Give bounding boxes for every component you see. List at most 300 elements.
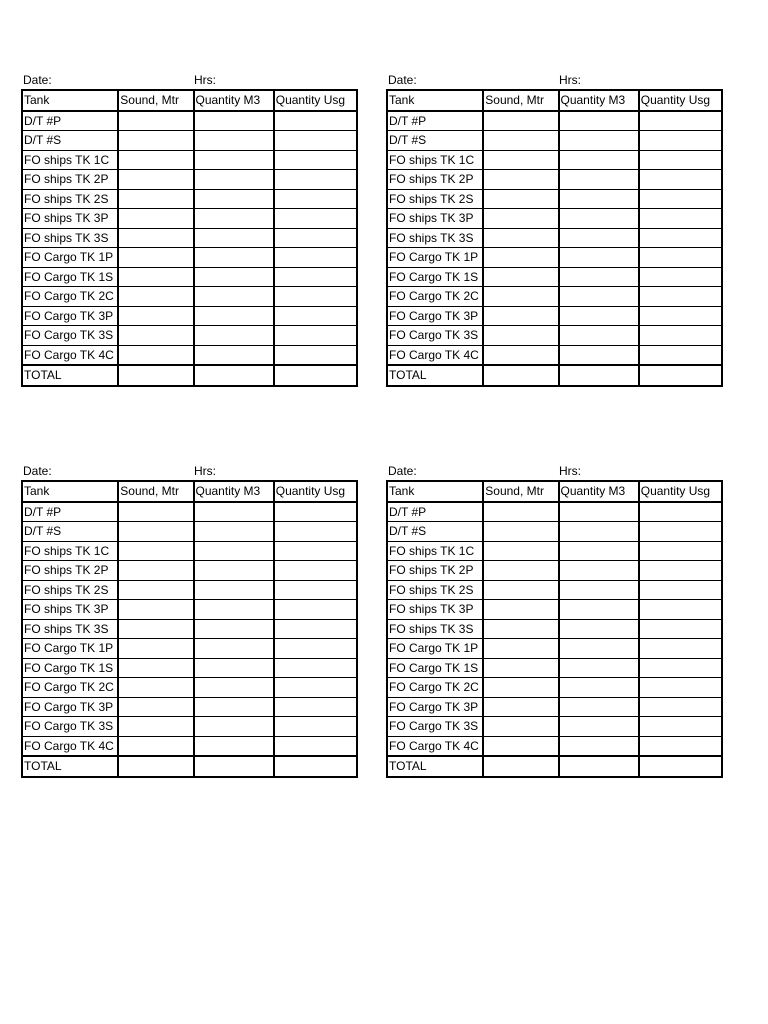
sounding-cell[interactable] <box>118 111 193 131</box>
quantity-usg-cell[interactable] <box>274 267 357 287</box>
table-row <box>387 561 722 581</box>
table-row <box>387 267 722 287</box>
quantity-usg-cell[interactable] <box>639 326 722 346</box>
total-sounding-cell[interactable] <box>118 365 193 386</box>
quantity-m3-cell[interactable] <box>194 345 274 365</box>
sounding-cell[interactable] <box>118 228 193 248</box>
sounding-cell[interactable] <box>483 267 558 287</box>
table-row <box>22 111 357 131</box>
quantity-m3-cell[interactable] <box>194 248 274 268</box>
quantity-m3-cell[interactable] <box>559 678 639 698</box>
quantity-m3-cell[interactable] <box>559 306 639 326</box>
tank-name-cell: FO ships TK 3P <box>22 209 118 229</box>
quantity-usg-cell[interactable] <box>639 287 722 307</box>
total-usg-cell[interactable] <box>639 365 722 386</box>
quantity-m3-cell[interactable] <box>194 678 274 698</box>
quantity-m3-cell[interactable] <box>559 111 639 131</box>
sounding-cell[interactable] <box>118 561 193 581</box>
quantity-usg-cell[interactable] <box>639 170 722 190</box>
table-row <box>22 717 357 737</box>
quantity-m3-cell[interactable] <box>194 600 274 620</box>
sounding-cell[interactable] <box>118 678 193 698</box>
sounding-cell[interactable] <box>118 131 193 151</box>
total-m3-cell[interactable] <box>194 365 274 386</box>
quantity-usg-cell[interactable] <box>274 150 357 170</box>
table-row <box>22 639 357 659</box>
quantity-usg-cell[interactable] <box>274 189 357 209</box>
quantity-m3-cell[interactable] <box>559 267 639 287</box>
sounding-cell[interactable] <box>483 287 558 307</box>
quantity-m3-cell[interactable] <box>559 345 639 365</box>
table-row <box>22 267 357 287</box>
tank-name-cell: FO ships TK 3S <box>387 619 483 639</box>
sounding-cell[interactable] <box>118 170 193 190</box>
sounding-cell[interactable] <box>118 522 193 542</box>
total-label-cell: TOTAL <box>387 756 483 777</box>
quantity-usg-cell[interactable] <box>274 541 357 561</box>
table-row <box>387 619 722 639</box>
quantity-usg-cell[interactable] <box>639 600 722 620</box>
column-header: Quantity Usg <box>274 481 357 502</box>
quantity-m3-cell[interactable] <box>559 522 639 542</box>
date-label: Date: <box>388 73 417 87</box>
sounding-cell[interactable] <box>483 228 558 248</box>
table-header-row <box>22 90 357 111</box>
tank-name-cell: FO ships TK 1C <box>387 541 483 561</box>
quantity-usg-cell[interactable] <box>639 541 722 561</box>
table-row <box>22 697 357 717</box>
quantity-m3-cell[interactable] <box>559 717 639 737</box>
quantity-m3-cell[interactable] <box>559 580 639 600</box>
quantity-usg-cell[interactable] <box>274 600 357 620</box>
quantity-m3-cell[interactable] <box>559 541 639 561</box>
table-row <box>387 111 722 131</box>
sounding-cell[interactable] <box>118 717 193 737</box>
table-row <box>22 619 357 639</box>
hours-label: Hrs: <box>559 73 581 87</box>
sounding-cell[interactable] <box>483 209 558 229</box>
quantity-m3-cell[interactable] <box>194 170 274 190</box>
date-label: Date: <box>388 464 417 478</box>
sounding-cell[interactable] <box>118 150 193 170</box>
column-header: Sound, Mtr <box>118 481 193 502</box>
total-row <box>22 365 357 386</box>
sounding-cell[interactable] <box>118 697 193 717</box>
quantity-usg-cell[interactable] <box>274 287 357 307</box>
quantity-usg-cell[interactable] <box>639 248 722 268</box>
table-row <box>387 522 722 542</box>
column-header: Quantity M3 <box>194 90 274 111</box>
total-label-cell: TOTAL <box>22 365 118 386</box>
sounding-cell[interactable] <box>118 736 193 756</box>
tank-sounding-sheet <box>386 71 723 387</box>
table-row <box>387 345 722 365</box>
sheet-header <box>386 71 723 89</box>
table-header-row <box>387 481 722 502</box>
quantity-m3-cell[interactable] <box>194 619 274 639</box>
sounding-cell[interactable] <box>118 580 193 600</box>
quantity-m3-cell[interactable] <box>559 326 639 346</box>
quantity-usg-cell[interactable] <box>639 697 722 717</box>
tank-sounding-sheet <box>21 71 358 387</box>
sounding-cell[interactable] <box>483 522 558 542</box>
quantity-m3-cell[interactable] <box>194 639 274 659</box>
tank-name-cell: FO Cargo TK 3P <box>387 306 483 326</box>
total-row <box>387 365 722 386</box>
tank-name-cell: D/T #S <box>387 131 483 151</box>
tank-name-cell: FO Cargo TK 1P <box>22 248 118 268</box>
quantity-usg-cell[interactable] <box>274 209 357 229</box>
table-row <box>22 306 357 326</box>
sounding-cell[interactable] <box>118 541 193 561</box>
total-m3-cell[interactable] <box>559 365 639 386</box>
total-usg-cell[interactable] <box>639 756 722 777</box>
sounding-cell[interactable] <box>483 619 558 639</box>
quantity-usg-cell[interactable] <box>639 639 722 659</box>
table-row <box>22 189 357 209</box>
quantity-m3-cell[interactable] <box>194 111 274 131</box>
table-row <box>387 541 722 561</box>
table-row <box>387 658 722 678</box>
table-row <box>387 326 722 346</box>
quantity-m3-cell[interactable] <box>559 131 639 151</box>
table-row <box>387 150 722 170</box>
column-header: Sound, Mtr <box>118 90 193 111</box>
quantity-m3-cell[interactable] <box>194 189 274 209</box>
total-row <box>387 756 722 777</box>
column-header: Tank <box>387 481 483 502</box>
quantity-m3-cell[interactable] <box>559 502 639 522</box>
column-header: Tank <box>387 90 483 111</box>
table-row <box>387 287 722 307</box>
quantity-m3-cell[interactable] <box>194 287 274 307</box>
table-row <box>387 580 722 600</box>
sounding-cell[interactable] <box>483 111 558 131</box>
sounding-cell[interactable] <box>483 736 558 756</box>
table-row <box>22 228 357 248</box>
quantity-m3-cell[interactable] <box>194 541 274 561</box>
tank-name-cell: FO Cargo TK 2C <box>22 287 118 307</box>
column-header: Quantity M3 <box>559 481 639 502</box>
sounding-cell[interactable] <box>118 658 193 678</box>
sounding-cell[interactable] <box>483 189 558 209</box>
quantity-m3-cell[interactable] <box>194 326 274 346</box>
tank-name-cell: FO Cargo TK 3S <box>22 326 118 346</box>
quantity-usg-cell[interactable] <box>274 326 357 346</box>
tank-name-cell: FO Cargo TK 1S <box>22 267 118 287</box>
quantity-m3-cell[interactable] <box>559 619 639 639</box>
table-row <box>387 639 722 659</box>
sounding-cell[interactable] <box>483 170 558 190</box>
sounding-cell[interactable] <box>483 345 558 365</box>
tank-name-cell: FO Cargo TK 3S <box>387 326 483 346</box>
tank-name-cell: FO Cargo TK 1P <box>22 639 118 659</box>
quantity-usg-cell[interactable] <box>639 736 722 756</box>
quantity-usg-cell[interactable] <box>639 658 722 678</box>
table-row <box>22 561 357 581</box>
quantity-usg-cell[interactable] <box>639 306 722 326</box>
sounding-cell[interactable] <box>483 678 558 698</box>
tank-name-cell: FO ships TK 3P <box>22 600 118 620</box>
table-row <box>387 170 722 190</box>
quantity-usg-cell[interactable] <box>639 502 722 522</box>
quantity-m3-cell[interactable] <box>194 697 274 717</box>
table-header-row <box>387 90 722 111</box>
quantity-m3-cell[interactable] <box>559 697 639 717</box>
sounding-cell[interactable] <box>483 131 558 151</box>
quantity-usg-cell[interactable] <box>274 736 357 756</box>
quantity-usg-cell[interactable] <box>274 345 357 365</box>
tank-name-cell: D/T #P <box>22 502 118 522</box>
tank-name-cell: FO ships TK 2P <box>22 561 118 581</box>
tank-name-cell: FO ships TK 2S <box>22 580 118 600</box>
table-row <box>387 189 722 209</box>
quantity-m3-cell[interactable] <box>559 228 639 248</box>
sheet-header <box>21 462 358 480</box>
sounding-cell[interactable] <box>118 600 193 620</box>
tank-name-cell: D/T #S <box>22 131 118 151</box>
quantity-m3-cell[interactable] <box>194 717 274 737</box>
quantity-usg-cell[interactable] <box>639 150 722 170</box>
sounding-cell[interactable] <box>118 345 193 365</box>
sounding-cell[interactable] <box>483 600 558 620</box>
quantity-m3-cell[interactable] <box>194 502 274 522</box>
quantity-usg-cell[interactable] <box>639 580 722 600</box>
quantity-m3-cell[interactable] <box>194 736 274 756</box>
quantity-usg-cell[interactable] <box>639 561 722 581</box>
sounding-cell[interactable] <box>118 619 193 639</box>
quantity-m3-cell[interactable] <box>194 131 274 151</box>
total-label-cell: TOTAL <box>22 756 118 777</box>
table-row <box>22 522 357 542</box>
quantity-usg-cell[interactable] <box>639 619 722 639</box>
tank-name-cell: FO Cargo TK 3P <box>22 306 118 326</box>
quantity-m3-cell[interactable] <box>559 600 639 620</box>
table-row <box>22 502 357 522</box>
table-row <box>22 600 357 620</box>
total-m3-cell[interactable] <box>559 756 639 777</box>
total-m3-cell[interactable] <box>194 756 274 777</box>
quantity-usg-cell[interactable] <box>639 678 722 698</box>
tank-name-cell: FO ships TK 2S <box>387 189 483 209</box>
quantity-usg-cell[interactable] <box>274 658 357 678</box>
quantity-usg-cell[interactable] <box>274 619 357 639</box>
quantity-m3-cell[interactable] <box>559 287 639 307</box>
table-row <box>387 736 722 756</box>
sounding-cell[interactable] <box>118 248 193 268</box>
sounding-cell[interactable] <box>483 502 558 522</box>
quantity-usg-cell[interactable] <box>639 209 722 229</box>
tank-name-cell: D/T #P <box>387 502 483 522</box>
sounding-cell[interactable] <box>483 541 558 561</box>
quantity-usg-cell[interactable] <box>274 678 357 698</box>
total-row <box>22 756 357 777</box>
sounding-cell[interactable] <box>118 209 193 229</box>
quantity-usg-cell[interactable] <box>274 131 357 151</box>
quantity-usg-cell[interactable] <box>274 697 357 717</box>
tank-name-cell: FO Cargo TK 1S <box>387 658 483 678</box>
total-label-cell: TOTAL <box>387 365 483 386</box>
column-header: Quantity Usg <box>274 90 357 111</box>
quantity-m3-cell[interactable] <box>559 561 639 581</box>
quantity-usg-cell[interactable] <box>274 717 357 737</box>
sounding-cell[interactable] <box>118 267 193 287</box>
sounding-table <box>21 89 358 387</box>
tank-name-cell: FO ships TK 3S <box>22 619 118 639</box>
quantity-m3-cell[interactable] <box>194 267 274 287</box>
tank-name-cell: FO Cargo TK 1S <box>22 658 118 678</box>
quantity-m3-cell[interactable] <box>194 306 274 326</box>
table-row <box>387 306 722 326</box>
quantity-m3-cell[interactable] <box>559 248 639 268</box>
table-row <box>22 248 357 268</box>
sounding-table <box>386 480 723 778</box>
table-row <box>387 502 722 522</box>
tank-name-cell: D/T #P <box>387 111 483 131</box>
sounding-cell[interactable] <box>118 326 193 346</box>
quantity-m3-cell[interactable] <box>559 189 639 209</box>
sounding-cell[interactable] <box>118 306 193 326</box>
tank-name-cell: FO Cargo TK 3S <box>22 717 118 737</box>
sounding-cell[interactable] <box>483 150 558 170</box>
table-row <box>387 697 722 717</box>
quantity-m3-cell[interactable] <box>194 150 274 170</box>
tank-name-cell: FO ships TK 3P <box>387 600 483 620</box>
tank-name-cell: FO ships TK 2P <box>387 561 483 581</box>
quantity-m3-cell[interactable] <box>194 658 274 678</box>
total-sounding-cell[interactable] <box>483 756 558 777</box>
quantity-usg-cell[interactable] <box>639 189 722 209</box>
tank-name-cell: FO ships TK 3S <box>387 228 483 248</box>
column-header: Quantity M3 <box>194 481 274 502</box>
sounding-cell[interactable] <box>118 639 193 659</box>
sounding-table <box>386 89 723 387</box>
quantity-m3-cell[interactable] <box>194 561 274 581</box>
sounding-cell[interactable] <box>483 639 558 659</box>
column-header: Tank <box>22 481 118 502</box>
table-row <box>387 600 722 620</box>
total-sounding-cell[interactable] <box>483 365 558 386</box>
quantity-usg-cell[interactable] <box>274 170 357 190</box>
sounding-cell[interactable] <box>483 306 558 326</box>
quantity-usg-cell[interactable] <box>639 131 722 151</box>
sounding-cell[interactable] <box>483 717 558 737</box>
quantity-usg-cell[interactable] <box>274 111 357 131</box>
table-row <box>22 287 357 307</box>
quantity-m3-cell[interactable] <box>559 639 639 659</box>
table-row <box>22 209 357 229</box>
sounding-cell[interactable] <box>483 248 558 268</box>
tank-name-cell: FO Cargo TK 3S <box>387 717 483 737</box>
table-row <box>22 345 357 365</box>
table-header-row <box>22 481 357 502</box>
table-row <box>22 326 357 346</box>
quantity-m3-cell[interactable] <box>559 658 639 678</box>
sheet-header <box>386 462 723 480</box>
quantity-m3-cell[interactable] <box>559 736 639 756</box>
table-row <box>22 580 357 600</box>
total-usg-cell[interactable] <box>274 756 357 777</box>
quantity-usg-cell[interactable] <box>274 306 357 326</box>
tank-name-cell: FO ships TK 2S <box>22 189 118 209</box>
column-header: Tank <box>22 90 118 111</box>
column-header: Sound, Mtr <box>483 90 558 111</box>
sounding-cell[interactable] <box>483 697 558 717</box>
quantity-usg-cell[interactable] <box>274 580 357 600</box>
quantity-usg-cell[interactable] <box>274 228 357 248</box>
tank-name-cell: FO ships TK 1C <box>22 541 118 561</box>
table-row <box>387 131 722 151</box>
quantity-usg-cell[interactable] <box>639 267 722 287</box>
tank-name-cell: FO Cargo TK 4C <box>387 345 483 365</box>
quantity-usg-cell[interactable] <box>274 561 357 581</box>
sounding-cell[interactable] <box>483 658 558 678</box>
total-usg-cell[interactable] <box>274 365 357 386</box>
quantity-m3-cell[interactable] <box>194 580 274 600</box>
quantity-m3-cell[interactable] <box>559 170 639 190</box>
quantity-usg-cell[interactable] <box>639 111 722 131</box>
sounding-cell[interactable] <box>118 502 193 522</box>
table-row <box>22 170 357 190</box>
quantity-usg-cell[interactable] <box>639 717 722 737</box>
sounding-table <box>21 480 358 778</box>
table-row <box>22 658 357 678</box>
date-label: Date: <box>23 464 52 478</box>
date-label: Date: <box>23 73 52 87</box>
sounding-cell[interactable] <box>483 561 558 581</box>
table-row <box>22 150 357 170</box>
tank-name-cell: FO ships TK 2P <box>22 170 118 190</box>
quantity-usg-cell[interactable] <box>274 248 357 268</box>
table-row <box>22 541 357 561</box>
column-header: Sound, Mtr <box>483 481 558 502</box>
quantity-usg-cell[interactable] <box>274 502 357 522</box>
tank-sounding-sheet <box>21 462 358 778</box>
quantity-usg-cell[interactable] <box>639 522 722 542</box>
table-row <box>387 717 722 737</box>
hours-label: Hrs: <box>559 464 581 478</box>
table-row <box>387 678 722 698</box>
column-header: Quantity M3 <box>559 90 639 111</box>
sheet-header <box>21 71 358 89</box>
quantity-m3-cell[interactable] <box>559 150 639 170</box>
column-header: Quantity Usg <box>639 90 722 111</box>
table-row <box>22 678 357 698</box>
tank-name-cell: FO Cargo TK 2C <box>22 678 118 698</box>
quantity-usg-cell[interactable] <box>274 522 357 542</box>
sounding-cell[interactable] <box>118 287 193 307</box>
quantity-m3-cell[interactable] <box>194 209 274 229</box>
total-sounding-cell[interactable] <box>118 756 193 777</box>
quantity-usg-cell[interactable] <box>639 345 722 365</box>
sounding-cell[interactable] <box>483 326 558 346</box>
table-row <box>22 736 357 756</box>
tank-name-cell: D/T #S <box>387 522 483 542</box>
tank-name-cell: D/T #P <box>22 111 118 131</box>
quantity-m3-cell[interactable] <box>194 228 274 248</box>
quantity-usg-cell[interactable] <box>274 639 357 659</box>
tank-name-cell: FO ships TK 2P <box>387 170 483 190</box>
tank-name-cell: D/T #S <box>22 522 118 542</box>
table-row <box>387 248 722 268</box>
sounding-cell[interactable] <box>118 189 193 209</box>
tank-name-cell: FO Cargo TK 1P <box>387 639 483 659</box>
quantity-m3-cell[interactable] <box>559 209 639 229</box>
tank-name-cell: FO Cargo TK 3P <box>22 697 118 717</box>
quantity-m3-cell[interactable] <box>194 522 274 542</box>
sounding-cell[interactable] <box>483 580 558 600</box>
quantity-usg-cell[interactable] <box>639 228 722 248</box>
